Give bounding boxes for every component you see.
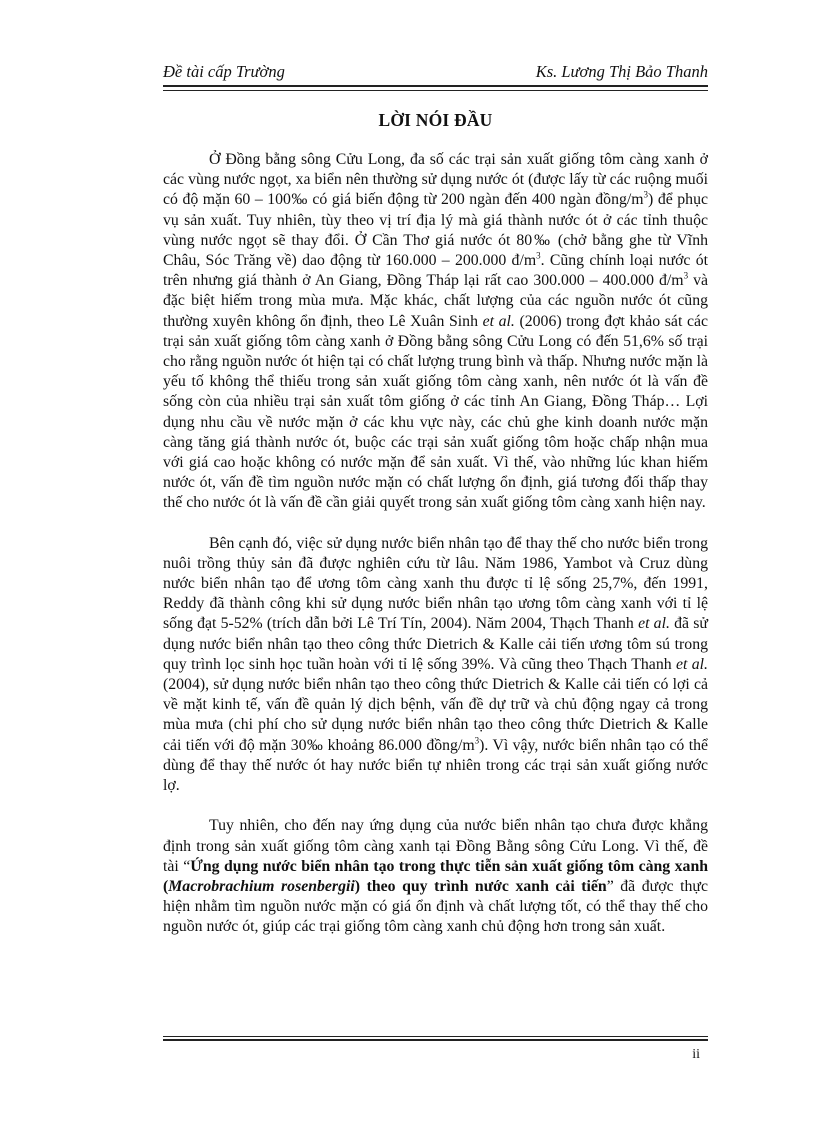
paragraph-2: Bên cạnh đó, việc sử dụng nước biển nhân tạo để thay thế cho nước biển trong nuôi trồng thủy sản đã được nghiên cứu từ lâu. Năm 1986, Yambot và Cruz dùng nước biển nhân tạo để ương tôm càng xanh thu được tỉ lệ sống 25,7%, đến 1991, Reddy đã thành công khi sử dụng nước biển nhân tạo ương tôm càng xanh với tỉ lệ sống đạt 5-52% (trích dẫn bởi Lê Trí Tín, 2004). Năm 2004, Thạch Thanh et al. đã sử dụng nước biển nhân tạo theo công thức Dietrich & Kalle cải tiến ương tôm sú trong quy trình lọc sinh học tuần hoàn với tỉ lệ sống 39%. Và cũng theo Thạch Thanh et al. (2004), sử dụng nước biển nhân tạo theo công thức Dietrich & Kalle cải tiến có lợi cả về mặt kinh tế, vấn đề quản lý dịch bệnh, vấn đề dự trữ và chủ động ngay cả trong mùa mưa (chi phí cho sử dụng nước biển nhân tạo theo công thức Dietrich & Kalle cải tiến với độ mặn 30‰ khoảng 86.000 đồng/$m^3$). Vì vậy, nước biển nhân tạo có thể dùng để thay thế nước ót hay nước biển tự nhiên trong các trại sản xuất giống nước lợ.	[163, 534, 708, 795]
header-author: Ks. Lương Thị Bảo Thanh	[535, 62, 708, 81]
document-body	[163, 150, 708, 958]
page-number: ii	[692, 1047, 700, 1062]
paragraph-3: Tuy nhiên, cho đến nay ứng dụng của nước biển nhân tạo chưa được khẳng định trong sản xuất giống tôm càng xanh tại Đồng Bằng sông Cửu Long. Vì thế, đề tài “Ứng dụng nước biển nhân tạo trong thực tiễn sản xuất giống tôm càng xanh (Macrobrachium rosenbergii) theo quy trình nước xanh cải tiến” đã được thực hiện nhằm tìm nguồn nước mặn có giá ổn định và chất lượng tốt, có thể thay thế cho nguồn nước ót, giúp các trại giống tôm càng xanh chủ động hơn trong sản xuất.	[163, 817, 709, 936]
page-footer	[163, 1036, 708, 1062]
page-title: LỜI NÓI ĐẦU	[378, 110, 493, 130]
header-project-type: Đề tài cấp Trường	[163, 62, 285, 81]
page-header	[163, 62, 708, 87]
paragraph-1: Ở Đồng bằng sông Cửu Long, đa số các trại sản xuất giống tôm càng xanh ở các vùng nước ngọt, xa biển nên thường sử dụng nước ót (được lấy từ các ruộng muối có độ mặn 60 – 100‰ có giá biến động từ 200 ngàn đến 400 ngàn đồng/$m^3$) để phục vụ sản xuất. Tuy nhiên, tùy theo vị trí địa lý mà giá thành nước ót ở các tỉnh thuộc vùng nước ngọt sẽ thay đổi. Ở Cần Thơ giá nước ót 80‰ (chở bằng ghe từ Vĩnh Châu, Sóc Trăng về) dao động từ 160.000 – 200.000 $đ/m^3$. Cũng chính loại nước ót trên nhưng giá thành ở An Giang, Đồng Tháp lại rất cao 300.000 – 400.000 $đ/m^3$ và đặc biệt hiếm trong mùa mưa. Mặc khác, chất lượng của các nguồn nước ót cũng thường xuyên không ổn định, theo Lê Xuân Sinh et al. (2006) trong đợt khảo sát các trại sản xuất giống tôm càng xanh ở Đồng bằng sông Cửu Long có đến 51,6% số trại cho rằng nguồn nước ót hiện tại có chất lượng trung bình và thấp. Nhưng nước mặn là yếu tố không thể thiếu trong sản xuất giống tôm càng xanh, nên nước ót là vấn đề sống còn của nhiều trại sản xuất tôm giống ở các tỉnh An Giang, Đồng Tháp… Lợi dụng nhu cầu về nước mặn ở các khu vực này, các chủ ghe kinh doanh nước mặn càng tăng giá thành nước ót, buộc các trại sản xuất giống tôm hoặc chấp nhận mua với giá cao hoặc không có nước mặn để sản xuất. Vì thế, vào những lúc khan hiếm nước ót, vấn đề tìm nguồn nước mặn có chất lượng ổn định, giá tương đối thấp thay thế cho nước ót là vấn đề cần giải quyết trong sản xuất giống tôm càng xanh hiện nay.	[163, 151, 708, 512]
